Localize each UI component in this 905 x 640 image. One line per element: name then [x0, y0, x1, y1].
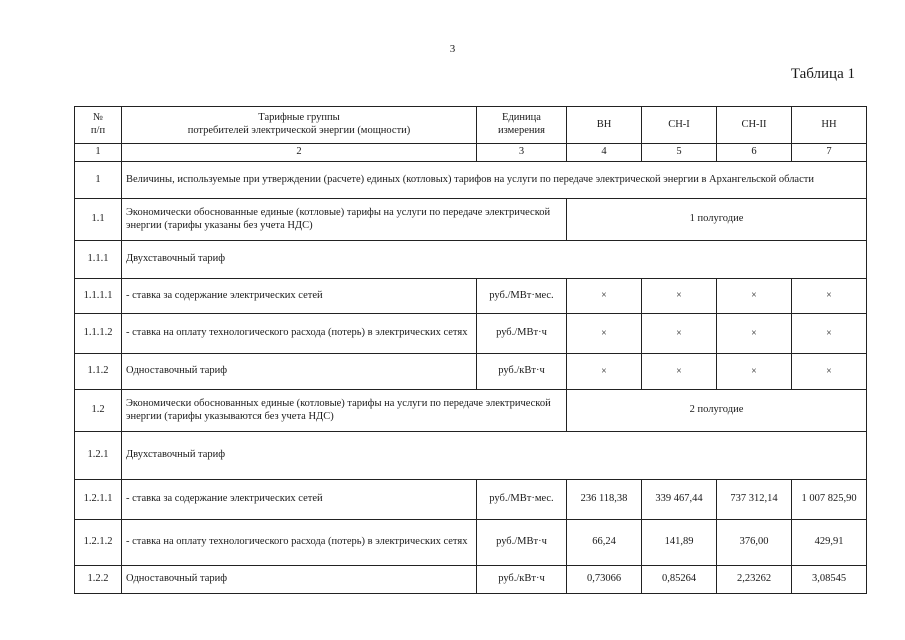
tariff-table [74, 106, 867, 594]
header-group: Тарифные группы потребителей электрической энергии (мощности) [122, 107, 477, 144]
header-sn1: СН-I [642, 107, 717, 144]
value-nn: 429,91 [792, 520, 867, 566]
table-row [75, 314, 867, 354]
header-unit: Единица измерения [477, 107, 567, 144]
value-sn1: × [642, 354, 717, 390]
table-row [75, 566, 867, 594]
row-text: - ставка за содержание электрических сетей [122, 480, 477, 520]
table-row [75, 241, 867, 279]
col-number: 6 [717, 144, 792, 162]
period-label: 2 полугодие [567, 390, 867, 432]
value-nn: × [792, 279, 867, 314]
row-text: - ставка на оплату технологического расхода (потерь) в электрических сетях [122, 314, 477, 354]
row-unit: руб./МВт·ч [477, 520, 567, 566]
row-num: 1.2 [75, 390, 122, 432]
value-nn: 1 007 825,90 [792, 480, 867, 520]
value-sn2: 376,00 [717, 520, 792, 566]
row-num: 1.2.2 [75, 566, 122, 594]
row-num: 1.2.1 [75, 432, 122, 480]
value-nn: 3,08545 [792, 566, 867, 594]
row-unit: руб./кВт·ч [477, 354, 567, 390]
value-vn: × [567, 279, 642, 314]
table-row [75, 279, 867, 314]
col-number: 2 [122, 144, 477, 162]
value-sn1: 339 467,44 [642, 480, 717, 520]
row-num: 1.1.1 [75, 241, 122, 279]
table-header-row [75, 107, 867, 144]
table-row [75, 354, 867, 390]
row-text: Одноставочный тариф [122, 566, 477, 594]
row-text: Двухставочный тариф [122, 432, 867, 480]
row-unit: руб./МВт·мес. [477, 480, 567, 520]
row-num: 1.1.1.1 [75, 279, 122, 314]
table-row [75, 390, 867, 432]
value-sn1: × [642, 314, 717, 354]
value-vn: 236 118,38 [567, 480, 642, 520]
row-unit: руб./МВт·мес. [477, 279, 567, 314]
table-caption: Таблица 1 [790, 66, 855, 82]
row-text: Экономически обоснованные единые (котловые) тарифы на услуги по передаче электрической энергии (тарифы указаны без учета НДС) [122, 199, 567, 241]
row-text: Величины, используемые при утверждении (расчете) единых (котловых) тарифов на услуги по передаче электрической энергии в Архангельской области [122, 162, 867, 199]
value-vn: 0,73066 [567, 566, 642, 594]
row-text: Двухставочный тариф [122, 241, 867, 279]
header-sn2: СН-II [717, 107, 792, 144]
table-row [75, 432, 867, 480]
header-nn: НН [792, 107, 867, 144]
value-sn1: 0,85264 [642, 566, 717, 594]
header-vn: ВН [567, 107, 642, 144]
table-row [75, 199, 867, 241]
row-num: 1.2.1.1 [75, 480, 122, 520]
value-sn2: × [717, 279, 792, 314]
row-num: 1.2.1.2 [75, 520, 122, 566]
row-text: - ставка на оплату технологического расхода (потерь) в электрических сетях [122, 520, 477, 566]
table-row [75, 520, 867, 566]
col-number: 5 [642, 144, 717, 162]
column-number-row [75, 144, 867, 162]
row-unit: руб./МВт·ч [477, 314, 567, 354]
value-nn: × [792, 314, 867, 354]
row-text: - ставка за содержание электрических сетей [122, 279, 477, 314]
value-vn: × [567, 354, 642, 390]
header-num: № п/п [75, 107, 122, 144]
value-sn2: 2,23262 [717, 566, 792, 594]
value-sn1: 141,89 [642, 520, 717, 566]
row-unit: руб./кВт·ч [477, 566, 567, 594]
row-text: Экономически обоснованных единые (котловые) тарифы на услуги по передаче электрической энергии (тарифы указываются без учета НДС) [122, 390, 567, 432]
col-number: 1 [75, 144, 122, 162]
value-sn2: × [717, 314, 792, 354]
col-number: 4 [567, 144, 642, 162]
row-num: 1.1.2 [75, 354, 122, 390]
value-sn2: × [717, 354, 792, 390]
value-nn: × [792, 354, 867, 390]
row-num: 1.1.1.2 [75, 314, 122, 354]
table-row [75, 480, 867, 520]
value-sn1: × [642, 279, 717, 314]
row-num: 1 [75, 162, 122, 199]
row-text: Одноставочный тариф [122, 354, 477, 390]
value-vn: 66,24 [567, 520, 642, 566]
row-num: 1.1 [75, 199, 122, 241]
value-sn2: 737 312,14 [717, 480, 792, 520]
col-number: 7 [792, 144, 867, 162]
value-vn: × [567, 314, 642, 354]
col-number: 3 [477, 144, 567, 162]
period-label: 1 полугодие [567, 199, 867, 241]
page-number: 3 [449, 43, 456, 55]
table-row [75, 162, 867, 199]
